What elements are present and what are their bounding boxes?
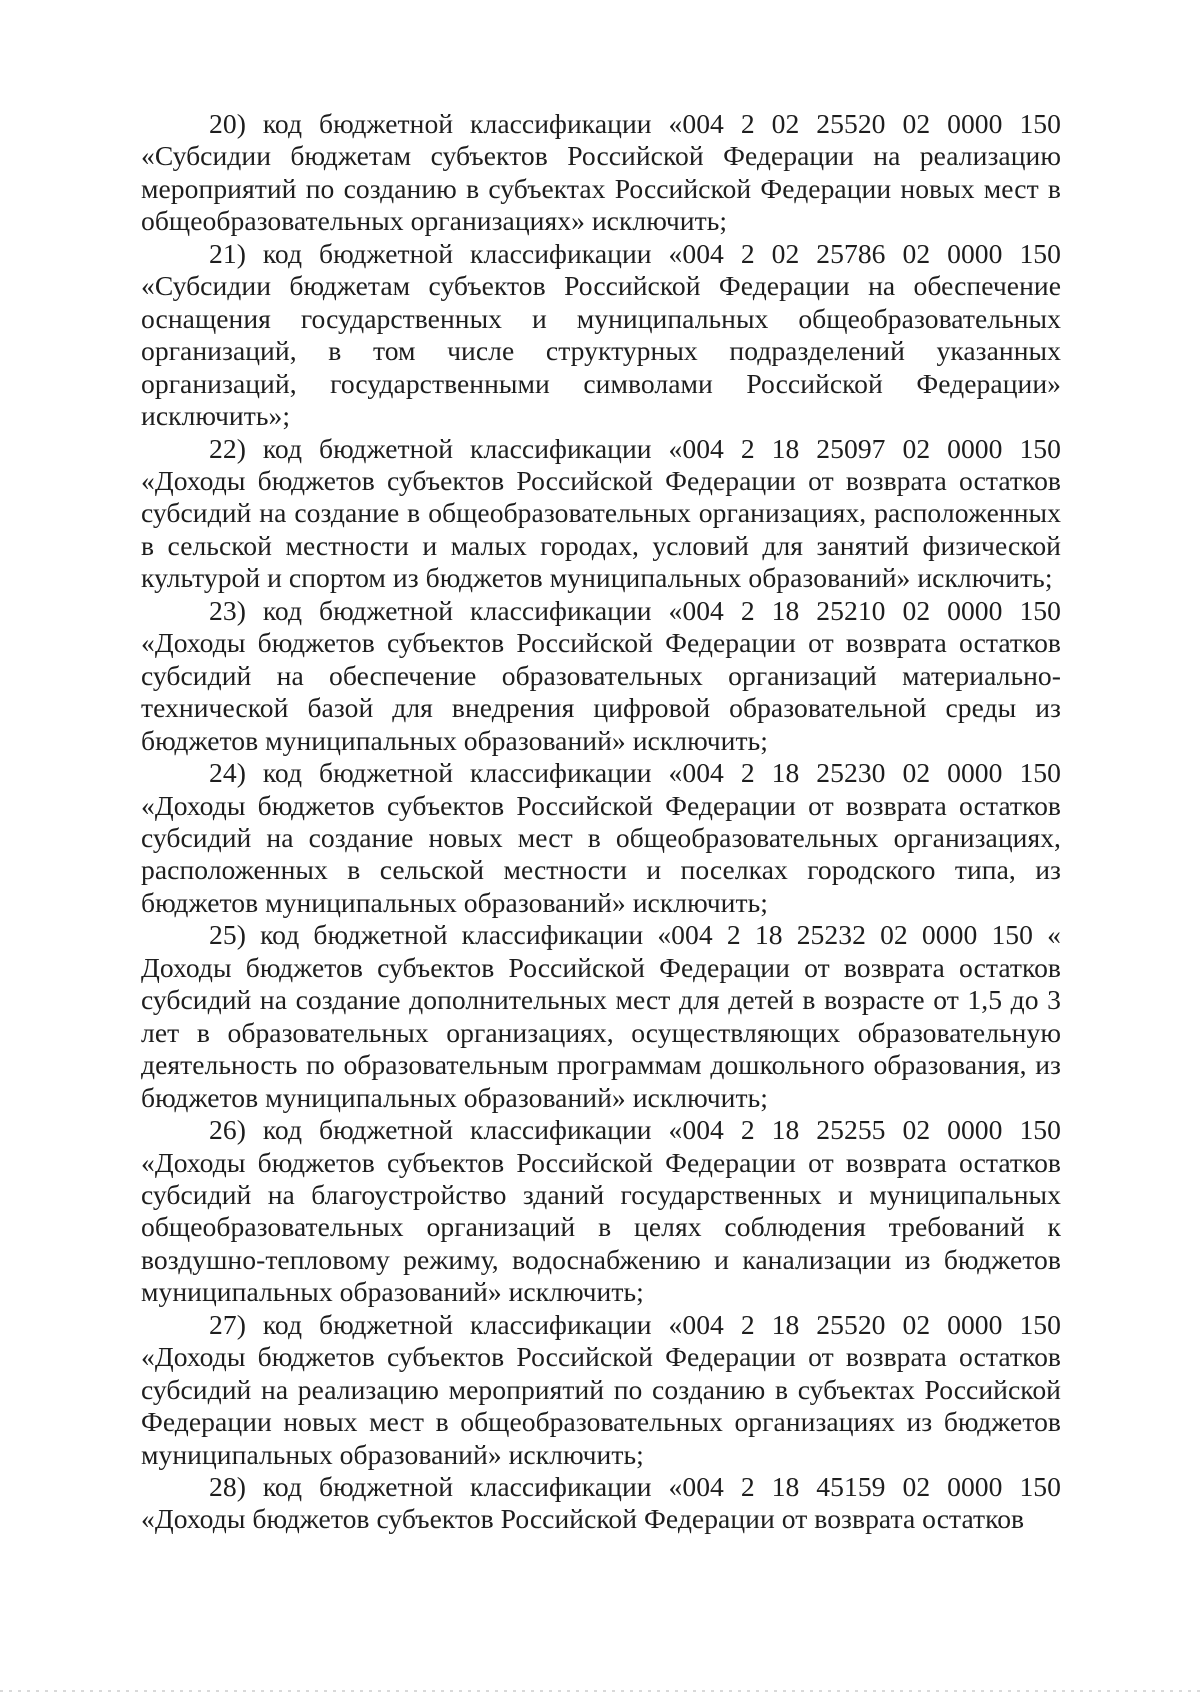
- list-item-21: 21) код бюджетной классификации «004 2 02 25786 02 0000 150 «Субсидии бюджетам субъектов Российской Федерации на обеспечение оснащения государственных и муниципальных общеобразовательных организаций, в том числе структурных подразделений указанных организаций, государственными символами Российской Федерации» исключить»;: [141, 237, 1061, 432]
- scan-edge-artifact: [0, 1690, 1200, 1692]
- list-item-25: 25) код бюджетной классификации «004 2 18 25232 02 0000 150 « Доходы бюджетов субъектов Российской Федерации от возврата остатков субсидий на создание дополнительных мест для детей в возрасте от 1,5 до 3 лет в образовательных организациях, осуществляющих образовательную деятельность по образовательным программам дошкольного образования, из бюджетов муниципальных образований» исключить;: [141, 919, 1061, 1113]
- list-item-23: 23) код бюджетной классификации «004 2 18 25210 02 0000 150 «Доходы бюджетов субъектов Российской Федерации от возврата остатков субсидий на обеспечение образовательных организаций материально-технической базой для внедрения цифровой образовательной среды из бюджетов муниципальных образований» исключить;: [141, 594, 1061, 756]
- list-item-26: 26) код бюджетной классификации «004 2 18 25255 02 0000 150 «Доходы бюджетов субъектов Российской Федерации от возврата остатков субсидий на благоустройство зданий государственных и муниципальных общеобразовательных организаций в целях соблюдения требований к воздушно-тепловому режиму, водоснабжению и канализации из бюджетов муниципальных образований» исключить;: [141, 1114, 1061, 1308]
- list-item-20: 20) код бюджетной классификации «004 2 02 25520 02 0000 150 «Субсидии бюджетам субъектов Российской Федерации на реализацию мероприятий по созданию в субъектах Российской Федерации новых мест в общеобразовательных организациях» исключить;: [141, 108, 1061, 237]
- list-item-24: 24) код бюджетной классификации «004 2 18 25230 02 0000 150 «Доходы бюджетов субъектов Российской Федерации от возврата остатков субсидий на создание новых мест в общеобразовательных организациях, расположенных в сельской местности и поселках городского типа, из бюджетов муниципальных образований» исключить;: [141, 757, 1061, 918]
- list-item-28: 28) код бюджетной классификации «004 2 18 45159 02 0000 150 «Доходы бюджетов субъектов Российской Федерации от возврата остатков: [141, 1471, 1061, 1535]
- list-item-22: 22) код бюджетной классификации «004 2 18 25097 02 0000 150 «Доходы бюджетов субъектов Российской Федерации от возврата остатков субсидий на создание в общеобразовательных организациях, расположенных в сельской местности и малых городах, условий для занятий физической культурой и спортом из бюджетов муниципальных образований» исключить;: [141, 432, 1061, 594]
- document-body: [141, 108, 1061, 1536]
- list-item-27: 27) код бюджетной классификации «004 2 18 25520 02 0000 150 «Доходы бюджетов субъектов Российской Федерации от возврата остатков субсидий на реализацию мероприятий по созданию в субъектах Российской Федерации новых мест в общеобразовательных организациях из бюджетов муниципальных образований» исключить;: [141, 1308, 1061, 1470]
